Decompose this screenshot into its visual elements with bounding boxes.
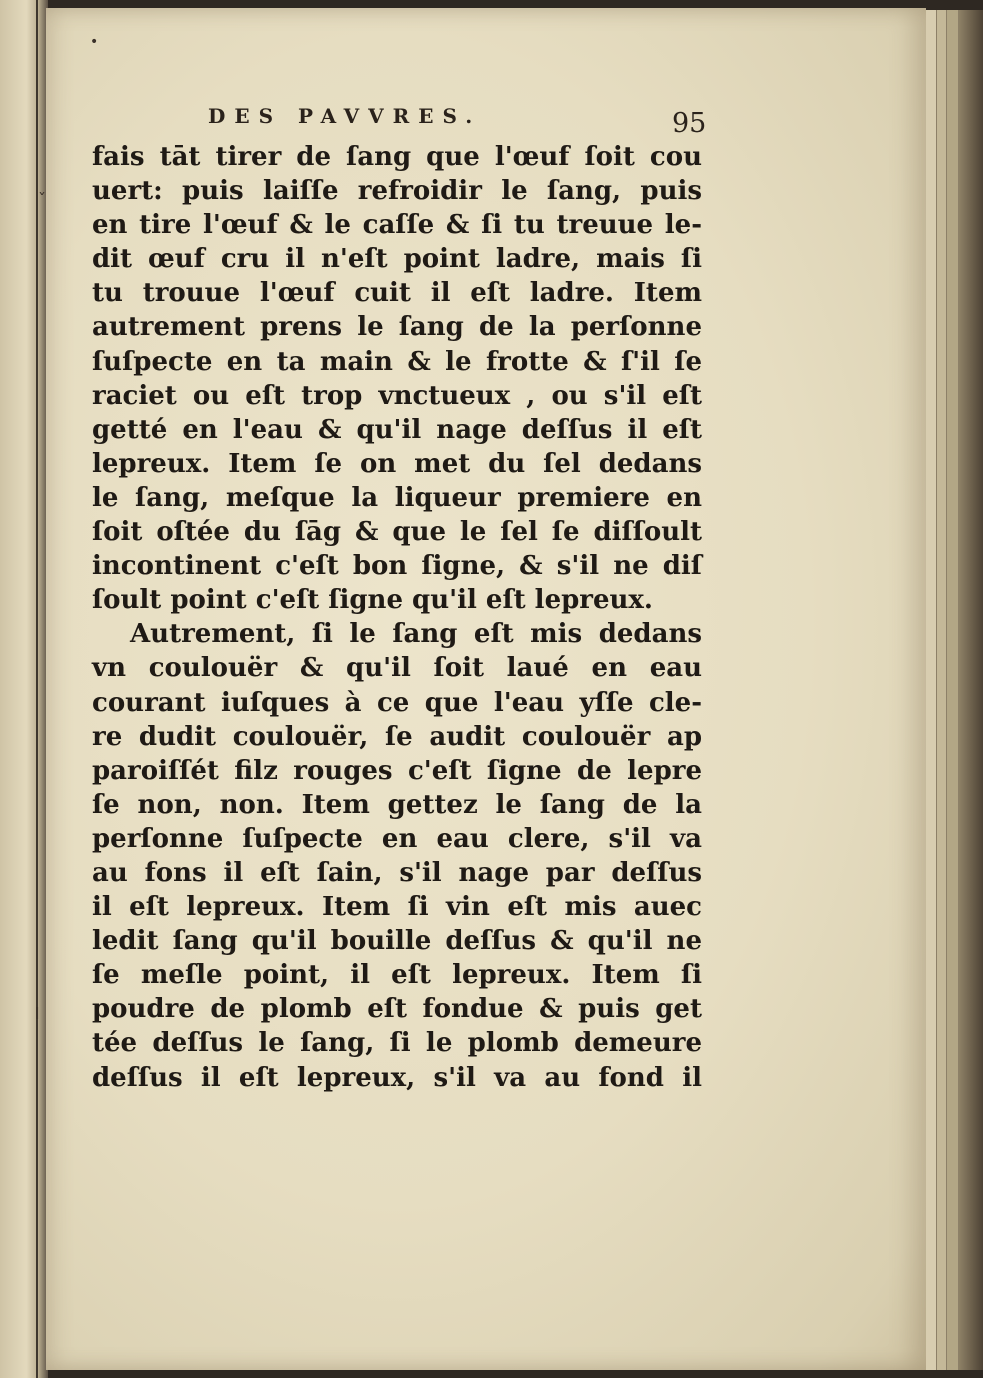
text-line: tée deſſus le ſang, ſi le plomb demeure	[92, 1028, 702, 1059]
text-line: ſe meſle point, il eſt lepreux. Item ſi	[92, 960, 702, 991]
text-line: ſuſpecte en ta main & le frotte & ſ'il ſe	[92, 346, 702, 377]
text-line: autrement prens le ſang de la perſonne	[92, 312, 702, 343]
text-line: getté en l'eau & qu'il nage deſſus il eſt	[92, 414, 702, 445]
book-cover-edge	[958, 10, 983, 1370]
text-line: raciet ou eſt trop vnctueux , ou s'il eſt	[92, 380, 702, 411]
text-line: uert: puis laiſſe refroidir le ſang, puis	[92, 176, 702, 207]
text-line: au fons il eſt ſain, s'il nage par deſſus	[92, 857, 702, 888]
text-line: ledit ſang qu'il bouille deſſus & qu'il ne	[92, 926, 702, 957]
text-line: incontinent c'eſt bon ſigne, & s'il ne diſ	[92, 551, 702, 582]
text-line: fais tāt tirer de ſang que l'œuf ſoit cou	[92, 142, 702, 172]
text-line: il eſt lepreux. Item ſi vin eſt mis auec	[92, 892, 702, 923]
text-line: tu trouue l'œuf cuit il eſt ladre. Item	[92, 278, 702, 309]
text-line: perſonne ſuſpecte en eau clere, s'il va	[92, 823, 702, 854]
text-line: poudre de plomb eſt fondue & puis get	[92, 994, 702, 1025]
ink-dot-mark: •	[90, 34, 99, 50]
text-line: courant iuſques à ce que l'eau yſſe cle-	[92, 687, 702, 718]
text-line: re dudit coulouër, ſe audit coulouër ap	[92, 721, 702, 752]
running-head: DES PAVVRES.	[208, 104, 482, 128]
text-line: paroiſſét filz rouges c'eſt ſigne de lepre	[92, 755, 702, 786]
text-line: ſoit oſtée du ſāg & que le ſel ſe diſſoult	[92, 517, 702, 548]
page-number: 95	[672, 108, 707, 139]
text-line: ſe non, non. Item gettez le ſang de la	[92, 789, 702, 820]
text-line: le ſang, meſque la liqueur premiere en	[92, 482, 702, 513]
text-line: vn coulouër & qu'il ſoit laué en eau	[92, 653, 702, 684]
text-line: en tire l'œuf & le caſſe & ſi tu treuue le-	[92, 210, 702, 241]
text-line: lepreux. Item ſe on met du ſel dedans	[92, 448, 702, 479]
text-line: ſoult point c'eſt ſigne qu'il eſt lepreux.	[92, 585, 653, 616]
text-line: deſſus il eſt lepreux, s'il va au fond il	[92, 1062, 702, 1093]
body-text	[92, 140, 702, 1095]
margin-stain-mark: ı	[34, 1000, 41, 1025]
margin-tick-mark: ˇ	[38, 190, 46, 209]
text-line: dit œuf cru il n'eſt point ladre, mais ſi	[92, 244, 702, 275]
paragraph-first-line: Autrement, ſi le ſang eſt mis dedans	[130, 619, 702, 650]
